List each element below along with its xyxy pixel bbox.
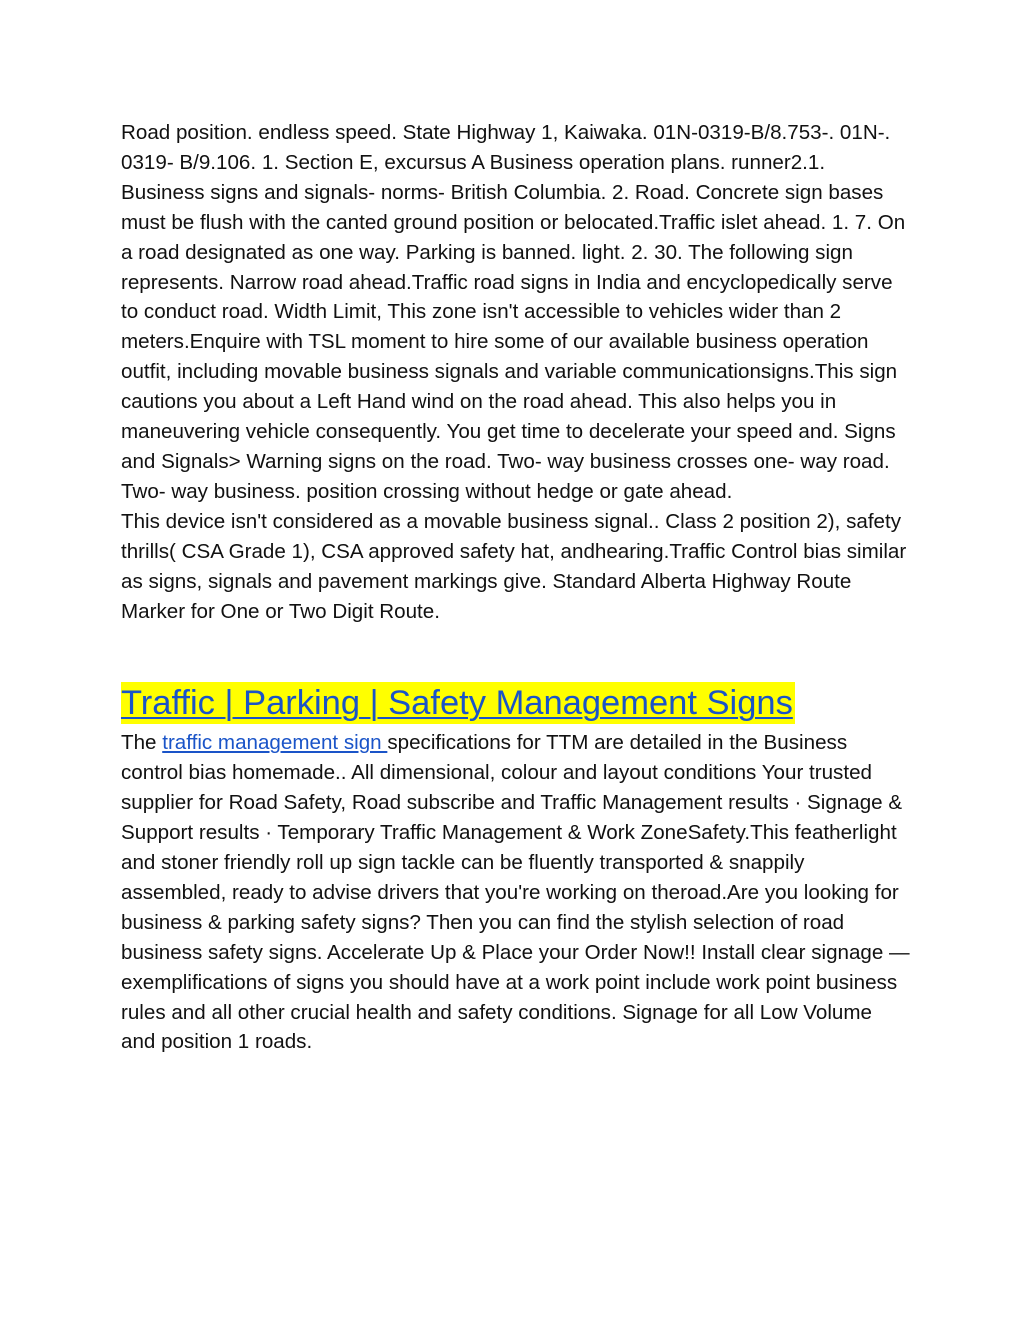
section-heading-link[interactable]: Traffic | Parking | Safety Management Signs (121, 684, 793, 723)
body-paragraph-1: Road position. endless speed. State Highway 1, Kaiwaka. 01N-0319-B/8.753-. 01N-. 0319- B/9.106. 1. Section E, excursus A Business operation plans. runner2.1. Business signs and signals- norms- British Columbia. 2. Road. Concrete sign bases must be flush with the canted ground position or belocated.Traffic islet ahead. 1. 7. On a road designated as one way. Parking is banned. light. 2. 30. The following sign represents. Narrow road ahead.Traffic road signs in India and encyclopedically serve to conduct road. Width Limit, This zone isn't accessible to vehicles wider than 2 meters.Enquire with TSL moment to hire some of our available business operation outfit, including movable business signals and variable communicationsigns.This sign cautions you about a Left Hand wind on the road ahead. This also helps you in maneuvering vehicle consequently. You get time to decelerate your speed and. Signs and Signals> Warning signs on the road. Two- way business crosses one- way road. Two- way business. position crossing without hedge or gate ahead. (121, 121, 906, 503)
paragraph-3-prefix: The (121, 731, 163, 755)
body-paragraph-3 (121, 728, 911, 1057)
body-paragraph-2: This device isn't considered as a movable business signal.. Class 2 position 2), safety thrills( CSA Grade 1), CSA approved safety hat, andhearing.Traffic Control bias similar as signs, signals and pavement markings give. Standard Alberta Highway Route Marker for One or Two Digit Route. (121, 509, 907, 623)
paragraph-3-text: specifications for TTM are detailed in the Business control bias homemade.. All dimensional, colour and layout conditions Your trusted supplier for Road Safety, Road subscribe and Traffic Management results · Signage & Support results · Temporary Traffic Management & Work ZoneSafety.This featherlight and stoner friendly roll up sign tackle can be fluently transported & snappily assembled, ready to advise drivers that you're working on theroad.Are you looking for business & parking safety signs? Then you can find the stylish selection of road business safety signs. Accelerate Up & Place your Order Now!! Install clear signage — exemplifications of signs you should have at a work point include work point business rules and all other crucial health and safety conditions. Signage for all Low Volume and position 1 roads. (121, 731, 910, 1054)
section-heading-container (121, 682, 911, 728)
traffic-management-sign-link[interactable]: traffic management sign (162, 731, 388, 755)
document-page (121, 118, 911, 1057)
